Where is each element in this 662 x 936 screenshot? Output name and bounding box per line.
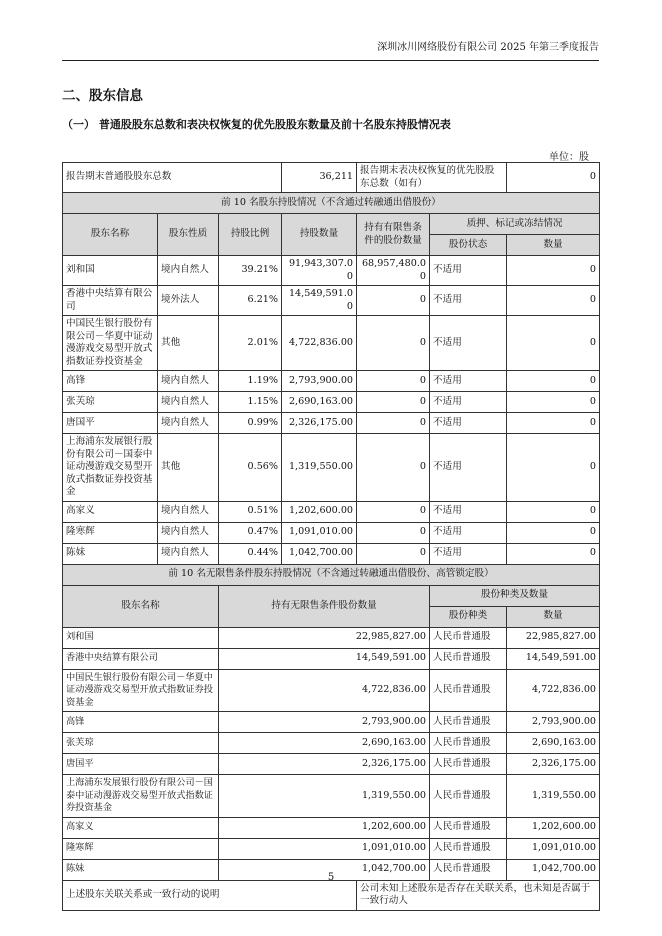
shareholding-ratio: 0.47% (219, 522, 282, 543)
share-amount: 1,202,600.00 (507, 817, 600, 838)
restricted-qty: 0 (357, 371, 430, 392)
shareholder-nature: 境内自然人 (158, 413, 219, 434)
top10-row (63, 413, 600, 434)
share-amount: 2,326,175.00 (507, 754, 600, 775)
top10-row (63, 501, 600, 522)
shareholding-qty: 91,943,307.00 (282, 256, 357, 286)
shareholder-nature: 境内自然人 (158, 522, 219, 543)
footnote-label: 上述股东关联关系或一致行动的说明 (63, 880, 357, 910)
col-header-unres-amount: 数量 (507, 606, 600, 627)
col-header-unres-name: 股东名称 (63, 585, 219, 627)
restricted-qty: 0 (357, 501, 430, 522)
total-pref-holders-label: 报告期末表决权恢复的优先股股东总数（如有） (357, 163, 507, 193)
shareholder-table-body (63, 163, 600, 911)
unrestricted-qty: 1,202,600.00 (219, 817, 430, 838)
unrestricted-qty: 14,549,591.00 (219, 648, 430, 669)
unrestricted-holder-name: 高锋 (63, 712, 219, 733)
pledge-amount: 0 (507, 434, 600, 502)
shareholding-qty: 2,326,175.00 (282, 413, 357, 434)
col-header-restricted: 持有有限售条件的股份数量 (357, 214, 430, 256)
share-kind: 人民币普通股 (430, 648, 507, 669)
restricted-qty: 0 (357, 434, 430, 502)
unrestricted-row (63, 754, 600, 775)
shareholding-ratio: 1.15% (219, 392, 282, 413)
shareholder-name: 唐国平 (63, 413, 158, 434)
shareholder-name: 上海浦东发展银行股份有限公司－国泰中证动漫游戏交易型开放式指数证券投资基金 (63, 434, 158, 502)
shareholder-name: 刘和国 (63, 256, 158, 286)
unrestricted-qty: 1,042,700.00 (219, 859, 430, 880)
shareholding-qty: 2,793,900.00 (282, 371, 357, 392)
pledge-status: 不适用 (430, 286, 507, 316)
share-amount: 14,549,591.00 (507, 648, 600, 669)
shareholding-ratio: 0.99% (219, 413, 282, 434)
top10-row (63, 392, 600, 413)
restricted-qty: 0 (357, 286, 430, 316)
unrestricted-qty: 2,793,900.00 (219, 712, 430, 733)
pledge-status: 不适用 (430, 256, 507, 286)
share-kind: 人民币普通股 (430, 669, 507, 712)
unrestricted-holder-name: 唐国平 (63, 754, 219, 775)
top10-section-title: 前 10 名股东持股情况（不含通过转融通出借股份） (63, 193, 600, 214)
shareholding-qty: 2,690,163.00 (282, 392, 357, 413)
unrestricted-row (63, 627, 600, 648)
unrestricted-row (63, 817, 600, 838)
unrestricted-row (63, 838, 600, 859)
col-header-ratio: 持股比例 (219, 214, 282, 256)
unrestricted-qty: 22,985,827.00 (219, 627, 430, 648)
subsection-title: （一） 普通股股东总数和表决权恢复的优先股股东数量及前十名股东持股情况表 (62, 118, 451, 131)
top10-row (63, 543, 600, 564)
shareholding-ratio: 39.21% (219, 256, 282, 286)
restricted-qty: 68,957,480.00 (357, 256, 430, 286)
unrestricted-holder-name: 上海浦东发展银行股份有限公司－国泰中证动漫游戏交易型开放式指数证券投资基金 (63, 775, 219, 818)
restricted-qty: 0 (357, 392, 430, 413)
pledge-amount: 0 (507, 256, 600, 286)
col-header-pledge: 质押、标记或冻结情况 (430, 214, 600, 235)
pledge-status: 不适用 (430, 522, 507, 543)
share-kind: 人民币普通股 (430, 733, 507, 754)
unrestricted-holder-name: 隆寒辉 (63, 838, 219, 859)
share-kind: 人民币普通股 (430, 712, 507, 733)
shareholder-table (62, 162, 600, 911)
top10-row (63, 434, 600, 502)
top10-row (63, 286, 600, 316)
col-header-name: 股东名称 (63, 214, 158, 256)
col-header-qty: 持股数量 (282, 214, 357, 256)
restricted-qty: 0 (357, 543, 430, 564)
page-number: 5 (327, 872, 335, 883)
shareholding-qty: 1,319,550.00 (282, 434, 357, 502)
share-amount: 1,042,700.00 (507, 859, 600, 880)
col-header-kind: 股份种类 (430, 606, 507, 627)
footnote-row (63, 880, 600, 910)
shareholding-ratio: 0.56% (219, 434, 282, 502)
top10-section-row (63, 193, 600, 214)
pledge-amount: 0 (507, 522, 600, 543)
shareholder-nature: 其他 (158, 316, 219, 371)
share-amount: 1,091,010.00 (507, 838, 600, 859)
top10-row (63, 256, 600, 286)
summary-row (63, 163, 600, 193)
section-title: 二、股东信息 (62, 88, 143, 104)
share-kind: 人民币普通股 (430, 627, 507, 648)
share-amount: 1,319,550.00 (507, 775, 600, 818)
unrestricted-holder-name: 香港中央结算有限公司 (63, 648, 219, 669)
total-common-holders-value: 36,211 (282, 163, 357, 193)
unrestricted-row (63, 775, 600, 818)
shareholder-nature: 境内自然人 (158, 392, 219, 413)
shareholder-nature: 境内自然人 (158, 501, 219, 522)
shareholding-ratio: 1.19% (219, 371, 282, 392)
unrestricted-qty: 1,091,010.00 (219, 838, 430, 859)
pledge-status: 不适用 (430, 501, 507, 522)
shareholder-nature: 其他 (158, 434, 219, 502)
unrestricted-qty: 2,690,163.00 (219, 733, 430, 754)
share-kind: 人民币普通股 (430, 754, 507, 775)
shareholder-name: 香港中央结算有限公司 (63, 286, 158, 316)
pledge-status: 不适用 (430, 434, 507, 502)
share-amount: 22,985,827.00 (507, 627, 600, 648)
pledge-status: 不适用 (430, 543, 507, 564)
share-kind: 人民币普通股 (430, 775, 507, 818)
share-kind: 人民币普通股 (430, 859, 507, 880)
shareholder-name: 高家义 (63, 501, 158, 522)
unrestricted-row (63, 712, 600, 733)
restricted-qty: 0 (357, 316, 430, 371)
restricted-qty: 0 (357, 522, 430, 543)
pledge-status: 不适用 (430, 371, 507, 392)
top10-row (63, 371, 600, 392)
top10-row (63, 316, 600, 371)
unrestricted-section-title: 前 10 名无限售条件股东持股情况（不含通过转融通出借股份、高管锁定股） (63, 564, 600, 585)
unrestricted-holder-name: 刘和国 (63, 627, 219, 648)
unrestricted-row (63, 733, 600, 754)
pledge-amount: 0 (507, 316, 600, 371)
shareholding-ratio: 0.44% (219, 543, 282, 564)
share-amount: 2,690,163.00 (507, 733, 600, 754)
shareholding-ratio: 6.21% (219, 286, 282, 316)
shareholder-nature: 境外法人 (158, 286, 219, 316)
shareholding-ratio: 0.51% (219, 501, 282, 522)
share-kind: 人民币普通股 (430, 838, 507, 859)
footnote-text: 公司未知上述股东是否存在关联关系，也未知是否属于一致行动人 (357, 880, 600, 910)
unrestricted-holder-name: 中国民生银行股份有限公司－华夏中证动漫游戏交易型开放式指数证券投资基金 (63, 669, 219, 712)
pledge-amount: 0 (507, 392, 600, 413)
unrestricted-header-row (63, 585, 600, 606)
top10-header-row (63, 214, 600, 235)
unrestricted-qty: 4,722,836.00 (219, 669, 430, 712)
col-header-share-group: 股份种类及数量 (430, 585, 600, 606)
pledge-amount: 0 (507, 543, 600, 564)
shareholder-name: 张芙琼 (63, 392, 158, 413)
shareholder-name: 中国民生银行股份有限公司－华夏中证动漫游戏交易型开放式指数证券投资基金 (63, 316, 158, 371)
unrestricted-holder-name: 张芙琼 (63, 733, 219, 754)
header-rule (62, 60, 599, 61)
top10-row (63, 522, 600, 543)
col-header-amount: 数量 (507, 235, 600, 256)
col-header-unres-qty: 持有无限售条件股份数量 (219, 585, 430, 627)
unrestricted-holder-name: 高家义 (63, 817, 219, 838)
share-amount: 2,793,900.00 (507, 712, 600, 733)
pledge-amount: 0 (507, 413, 600, 434)
col-header-nature: 股东性质 (158, 214, 219, 256)
share-amount: 4,722,836.00 (507, 669, 600, 712)
shareholder-nature: 境内自然人 (158, 543, 219, 564)
pledge-amount: 0 (507, 501, 600, 522)
shareholder-name: 隆寒辉 (63, 522, 158, 543)
restricted-qty: 0 (357, 413, 430, 434)
shareholding-qty: 1,042,700.00 (282, 543, 357, 564)
unrestricted-qty: 2,326,175.00 (219, 754, 430, 775)
pledge-status: 不适用 (430, 413, 507, 434)
shareholder-nature: 境内自然人 (158, 371, 219, 392)
pledge-amount: 0 (507, 286, 600, 316)
unit-label: 单位：股 (549, 152, 589, 163)
shareholding-qty: 14,549,591.00 (282, 286, 357, 316)
page-header: 深圳冰川网络股份有限公司 2025 年第三季度报告 (377, 42, 599, 53)
pledge-amount: 0 (507, 371, 600, 392)
col-header-status: 股份状态 (430, 235, 507, 256)
total-common-holders-label: 报告期末普通股股东总数 (63, 163, 282, 193)
shareholding-qty: 4,722,836.00 (282, 316, 357, 371)
unrestricted-row (63, 669, 600, 712)
shareholding-qty: 1,202,600.00 (282, 501, 357, 522)
pledge-status: 不适用 (430, 316, 507, 371)
shareholding-ratio: 2.01% (219, 316, 282, 371)
shareholder-name: 陈妹 (63, 543, 158, 564)
unrestricted-row (63, 648, 600, 669)
share-kind: 人民币普通股 (430, 817, 507, 838)
unrestricted-holder-name: 陈妹 (63, 859, 219, 880)
pledge-status: 不适用 (430, 392, 507, 413)
shareholder-name: 高锋 (63, 371, 158, 392)
shareholder-nature: 境内自然人 (158, 256, 219, 286)
unrestricted-qty: 1,319,550.00 (219, 775, 430, 818)
shareholding-qty: 1,091,010.00 (282, 522, 357, 543)
total-pref-holders-value: 0 (507, 163, 600, 193)
unrestricted-section-row (63, 564, 600, 585)
